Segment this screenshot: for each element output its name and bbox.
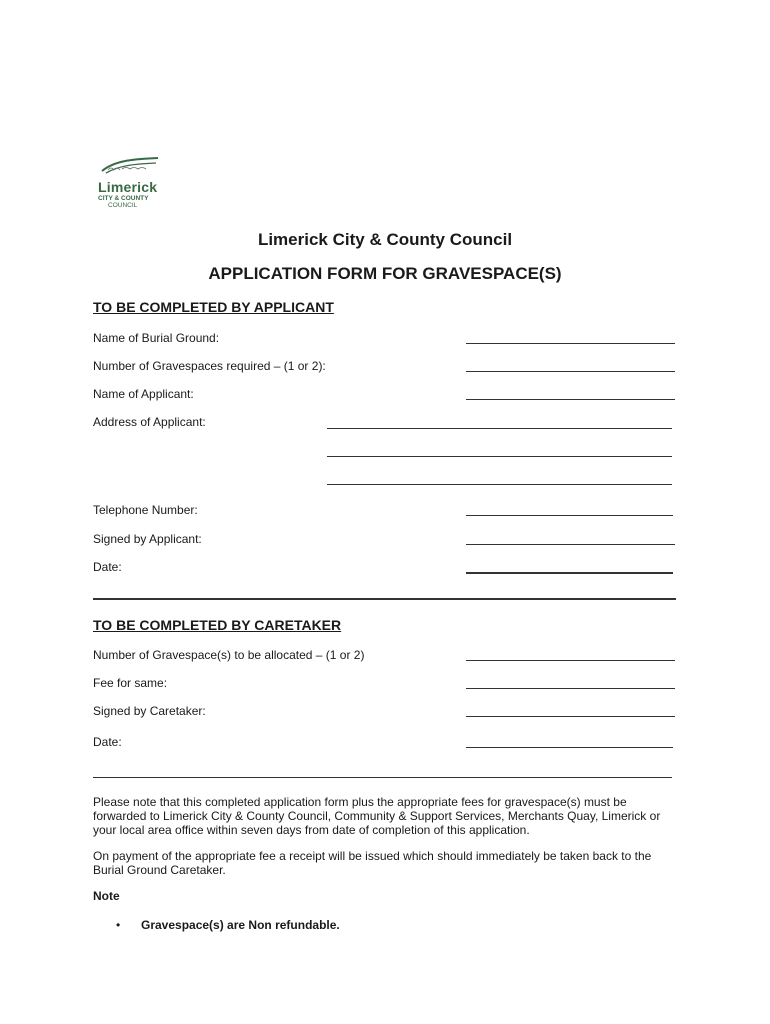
non-refundable-notice: Gravespace(s) are Non refundable. <box>141 918 340 932</box>
council-logo <box>94 155 164 215</box>
address-line-2-field[interactable] <box>327 456 672 457</box>
notes-divider <box>93 777 672 778</box>
logo-emblem-icon <box>100 155 162 177</box>
caretaker-date-field[interactable] <box>466 747 673 748</box>
caretaker-signature-label: Signed by Caretaker: <box>93 704 206 718</box>
logo-wordmark: Limerick <box>98 179 158 195</box>
gravespaces-required-field[interactable] <box>466 371 675 372</box>
applicant-date-label: Date: <box>93 560 122 574</box>
council-title: Limerick City & County Council <box>257 230 513 249</box>
applicant-date-field[interactable] <box>466 572 673 574</box>
fee-label: Fee for same: <box>93 676 168 690</box>
burial-ground-field[interactable] <box>466 343 675 344</box>
note-label: Note <box>93 889 120 903</box>
submission-instructions: Please note that this completed application form plus the appropriate fees for gravespace(s) must be forwarded to Limerick City & County Council, Community & Support Services, Merchants Quay, Limerick or your local area office within seven days from date of completion of this application. <box>93 795 661 837</box>
caretaker-section-heading: TO BE COMPLETED BY CARETAKER <box>93 617 342 633</box>
applicant-name-field[interactable] <box>466 399 675 400</box>
telephone-label: Telephone Number: <box>93 503 198 517</box>
applicant-signature-field[interactable] <box>466 544 675 545</box>
gravespaces-allocated-label: Number of Gravespace(s) to be allocated – (1 or 2) <box>93 648 365 662</box>
gravespaces-allocated-field[interactable] <box>466 660 675 661</box>
section-divider <box>93 598 676 600</box>
fee-field[interactable] <box>466 688 675 689</box>
caretaker-signature-field[interactable] <box>466 716 675 717</box>
applicant-section-heading: TO BE COMPLETED BY APPLICANT <box>93 299 334 315</box>
burial-ground-label: Name of Burial Ground: <box>93 331 220 345</box>
bullet-icon: • <box>116 918 121 932</box>
applicant-name-label: Name of Applicant: <box>93 387 194 401</box>
applicant-signature-label: Signed by Applicant: <box>93 532 202 546</box>
receipt-instructions: On payment of the appropriate fee a receipt will be issued which should immediately be taken back to the Burial Ground Caretaker. <box>93 849 652 877</box>
address-line-3-field[interactable] <box>327 484 672 485</box>
gravespaces-required-label: Number of Gravespaces required – (1 or 2): <box>93 359 326 373</box>
form-title: APPLICATION FORM FOR GRAVESPACE(S) <box>208 264 562 283</box>
applicant-address-label: Address of Applicant: <box>93 415 206 429</box>
caretaker-date-label: Date: <box>93 735 122 749</box>
logo-subtitle-2: COUNCIL <box>108 202 138 209</box>
telephone-field[interactable] <box>466 515 673 516</box>
address-line-1-field[interactable] <box>327 428 672 429</box>
logo-subtitle: CITY & COUNTY <box>98 195 149 202</box>
